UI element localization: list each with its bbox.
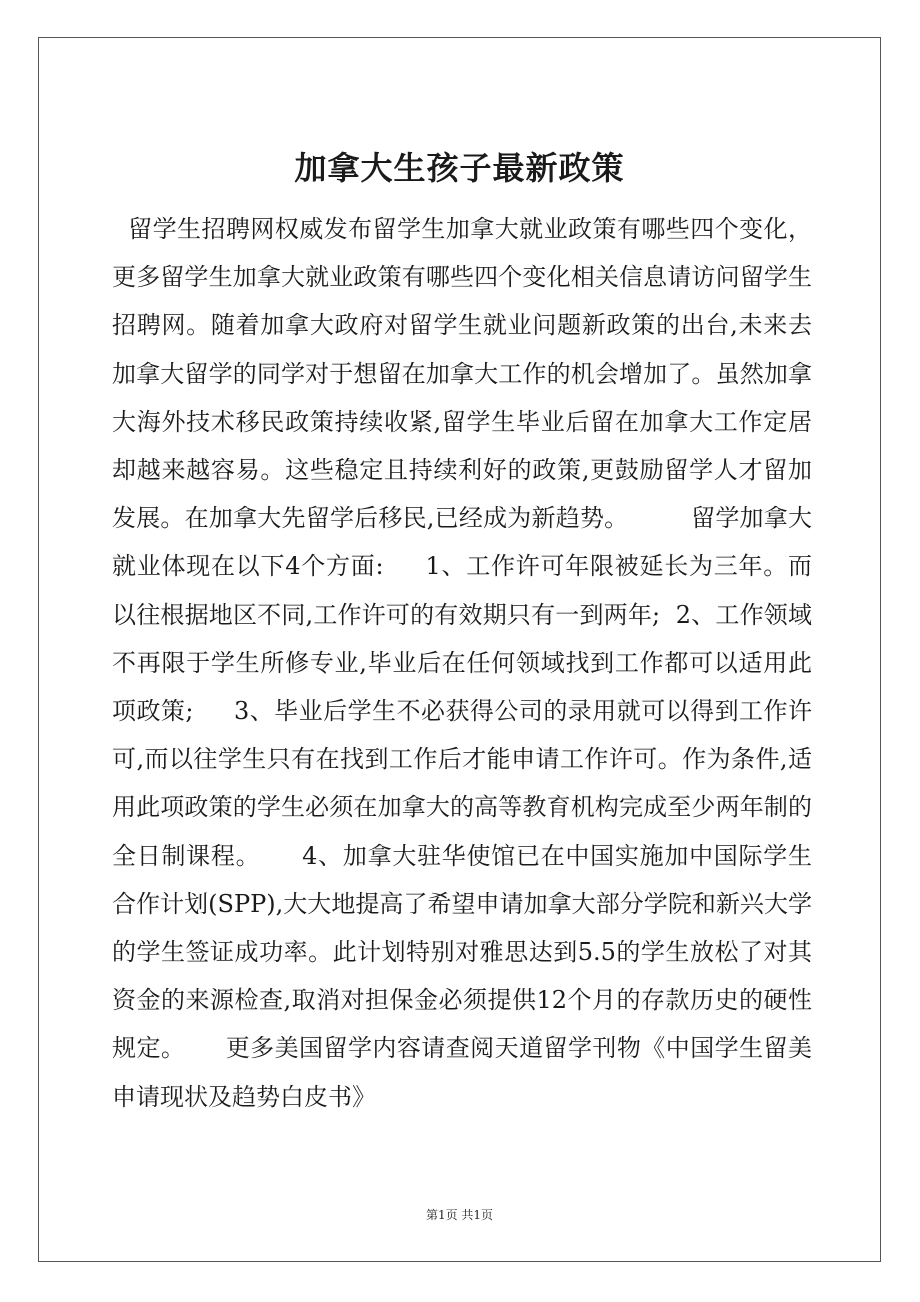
document-body: 留学生招聘网权威发布留学生加拿大就业政策有哪些四个变化，更多留学生加拿大就业政策有哪些四个变化相关信息请访问留学生招聘网。随着加拿大政府对留学生就业问题新政策的出台,未来去加拿大留学的同学对于想留在加拿大工作的机会增加了。虽然加拿大海外技术移民政策持续收紧,留学生毕业后留在加拿大工作定居却越来越容易。这些稳定且持续利好的政策,更鼓励留学人才留加发展。在加拿大先留学后移民,已经成为新趋势。 留学加拿大就业体现在以下4个方面: 1、工作许可年限被延长为三年。而以往根据地区不同,工作许可的有效期只有一到两年; 2、工作领域不再限于学生所修专业,毕业后在任何领域找到工作都可以适用此项政策; 3、毕业后学生不必获得公司的录用就可以得到工作许可,而以往学生只有在找到工作后才能申请工作许可。作为条件,适用此项政策的学生必须在加拿大的高等教育机构完成至少两年制的全日制课程。 4、加拿大驻华使馆已在中国实施加中国际学生合作计划(SPP),大大地提高了希望申请加拿大部分学院和新兴大学的学生签证成功率。此计划特别对雅思达到5.5的学生放松了对其资金的来源检查,取消对担保金必须提供12个月的存款历史的硬性规定。 更多美国留学内容请查阅天道留学刊物《中国学生留美申请现状及趋势白皮书》 bbox=[112, 215, 812, 1111]
page-footer: 第1页 共1页 bbox=[425, 1208, 494, 1222]
document-title: 加拿大生孩子最新政策 bbox=[294, 149, 625, 187]
